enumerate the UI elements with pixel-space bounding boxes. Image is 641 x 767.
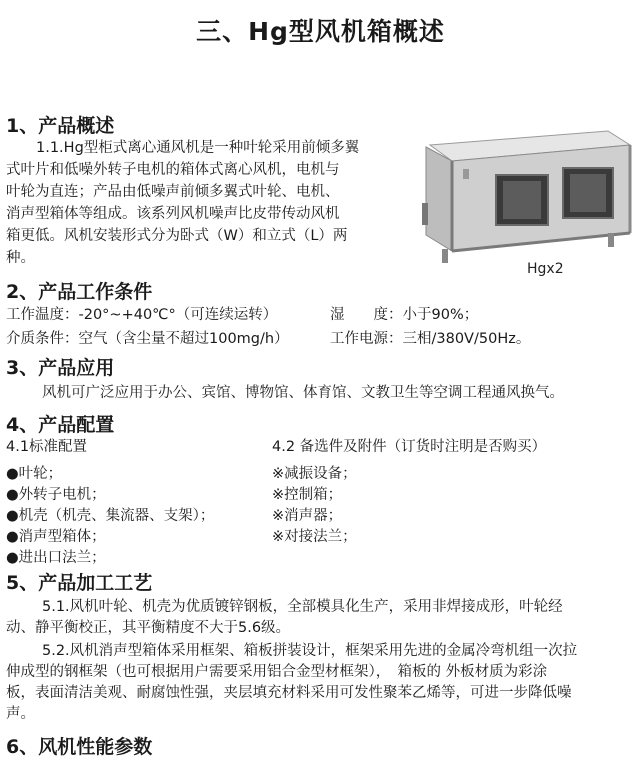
- section-6-heading: 6、风机性能参数: [6, 736, 153, 758]
- optional-item: ※消声器；: [272, 508, 343, 524]
- s5-p2-line-3: 板，表面清洁美观、耐腐蚀性强，夹层填充材料采用可发性聚苯乙烯等，可进一步降低噪: [6, 685, 572, 701]
- page-title: 三、Hg型风机箱概述: [196, 17, 445, 46]
- s5-p2-line-1: 5.2.风机消声型箱体采用框架、箱板拼装设计，框架采用先进的金属冷弯机组一次拉: [42, 643, 578, 659]
- section-3-heading: 3、产品应用: [6, 357, 115, 379]
- s5-p1-line-1: 5.1.风机叶轮、机壳为优质镀锌钢板，全部模具化生产，采用非焊接成形，叶轮经: [42, 599, 563, 615]
- humidity: 湿 度：小于90%；: [330, 307, 479, 323]
- medium-condition: 介质条件：空气（含尘量不超过100mg/h）: [6, 331, 289, 347]
- power-supply: 工作电源：三相/380V/50Hz。: [330, 331, 531, 347]
- optional-item: ※控制箱；: [272, 487, 343, 503]
- section-1-heading: 1、产品概述: [6, 115, 115, 137]
- standard-item: ●消声型箱体；: [6, 529, 106, 545]
- standard-item: ●叶轮；: [6, 466, 63, 482]
- s1-line-5: 箱更低。风机安装形式分为卧式（W）和立式（L）两: [6, 228, 348, 244]
- section-4-heading: 4、产品配置: [6, 414, 115, 436]
- application-text: 风机可广泛应用于办公、宾馆、博物馆、体育馆、文教卫生等空调工程通风换气。: [42, 385, 564, 401]
- standard-config-title: 4.1标准配置: [6, 439, 88, 455]
- s5-p2-line-2: 伸成型的钢框架（也可根据用户需要采用铝合金型材框架）， 箱板的 外板材质为彩涂: [6, 664, 548, 680]
- optional-item: ※减振设备；: [272, 466, 357, 482]
- standard-item: ●进出口法兰；: [6, 550, 106, 566]
- s5-p2-line-4: 声。: [6, 706, 35, 722]
- working-temperature: 工作温度：-20°~+40℃°（可连续运转）: [6, 307, 278, 323]
- s1-line-1: 1.1.Hg型柜式离心通风机是一种叶轮采用前倾多翼: [36, 140, 360, 156]
- product-image-caption: Hgx2: [527, 261, 564, 277]
- s1-line-2: 式叶片和低噪外转子电机的箱体式离心风机，电机与: [6, 162, 340, 178]
- standard-item: ●机壳（机壳、集流器、支架）；: [6, 508, 215, 524]
- s1-line-6: 种。: [6, 250, 35, 266]
- s1-line-4: 消声型箱体等组成。该系列风机噪声比皮带传动风机: [6, 206, 340, 222]
- standard-item: ●外转子电机；: [6, 487, 106, 503]
- section-5-heading: 5、产品加工工艺: [6, 572, 153, 594]
- fan-box-product-image: [408, 123, 634, 273]
- optional-item: ※对接法兰；: [272, 529, 357, 545]
- section-2-heading: 2、产品工作条件: [6, 281, 153, 303]
- optional-config-title: 4.2 备选件及附件（订货时注明是否购买）: [272, 439, 547, 455]
- s5-p1-line-2: 动、静平衡校正，其平衡精度不大于5.6级。: [6, 620, 291, 636]
- s1-line-3: 叶轮为直连；产品由低噪声前倾多翼式叶轮、电机、: [6, 184, 340, 200]
